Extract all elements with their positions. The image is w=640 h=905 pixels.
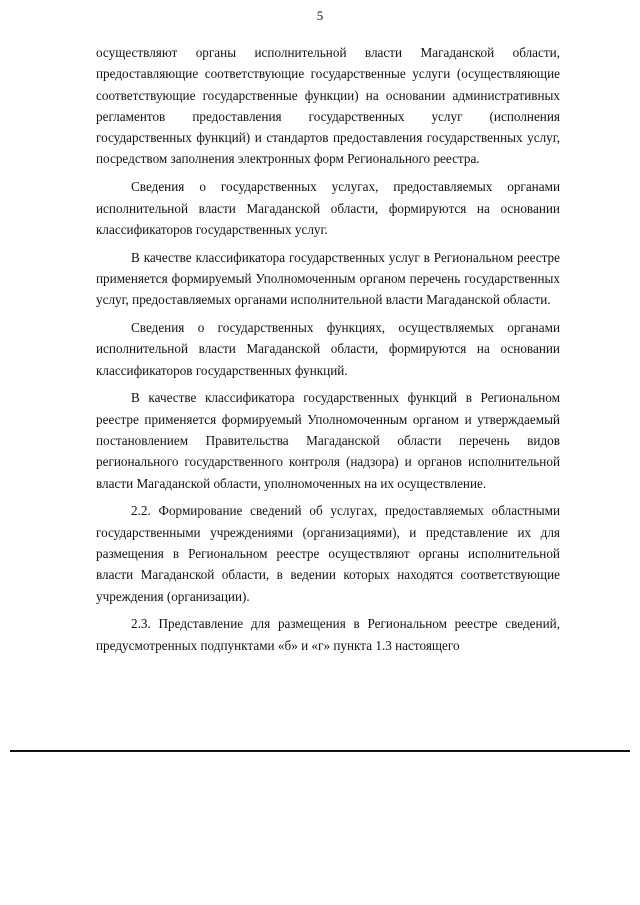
paragraph-services-info: Сведения о государственных услугах, предоставляемых органами исполнительной власти Магаданской области, формируются на основании классификаторов государственных услуг. <box>96 179 560 237</box>
paragraph-functions-info: Сведения о государственных функциях, осуществляемых органами исполнительной власти Магаданской области, формируются на основании классификаторов государственных функций. <box>96 320 560 378</box>
paragraph-services-classifier: В качестве классификатора государственных услуг в Региональном реестре применяется формируемый Уполномоченным органом перечень государственных услуг, предоставляемых органами исполнительной власти Магаданской области. <box>96 249 560 308</box>
paragraph-section-2-3: 2.3. Представление для размещения в Региональном реестре сведений, предусмотренных подпунктами «б» и «г» пункта 1.3 настоящего <box>96 616 560 653</box>
paragraph-functions-classifier: В качестве классификатора государственных функций в Региональном реестре применяется формируемый Уполномоченным органом и утверждаемый постановлением Правительства Магаданской области перечень видов регионального государственного контроля (надзора) и органов исполнительной власти Магаданской области, уполномоченных на их осуществление. <box>96 390 560 491</box>
page-number: 5 <box>316 8 324 23</box>
paragraph-continuation: осуществляют органы исполнительной власти Магаданской области, предоставляющие соответствующие государственные услуги (осуществляющие соответствующие государственные функции) на основании административных регламентов предоставления государственных услуг (исполнения государственных функций) и стандартов предоставления государственных услуг, посредством заполнения электронных форм Регионального реестра. <box>96 45 560 167</box>
footer-divider <box>10 750 630 752</box>
paragraph-section-2-2: 2.2. Формирование сведений об услугах, предоставляемых областными государственными учреждениями (организациями), и представление их для размещения в Региональном реестре осуществляют органы исполнительной власти Магаданской области, в ведении которых находятся соответствующие учреждения (организации). <box>96 503 560 604</box>
document-body <box>96 42 560 663</box>
